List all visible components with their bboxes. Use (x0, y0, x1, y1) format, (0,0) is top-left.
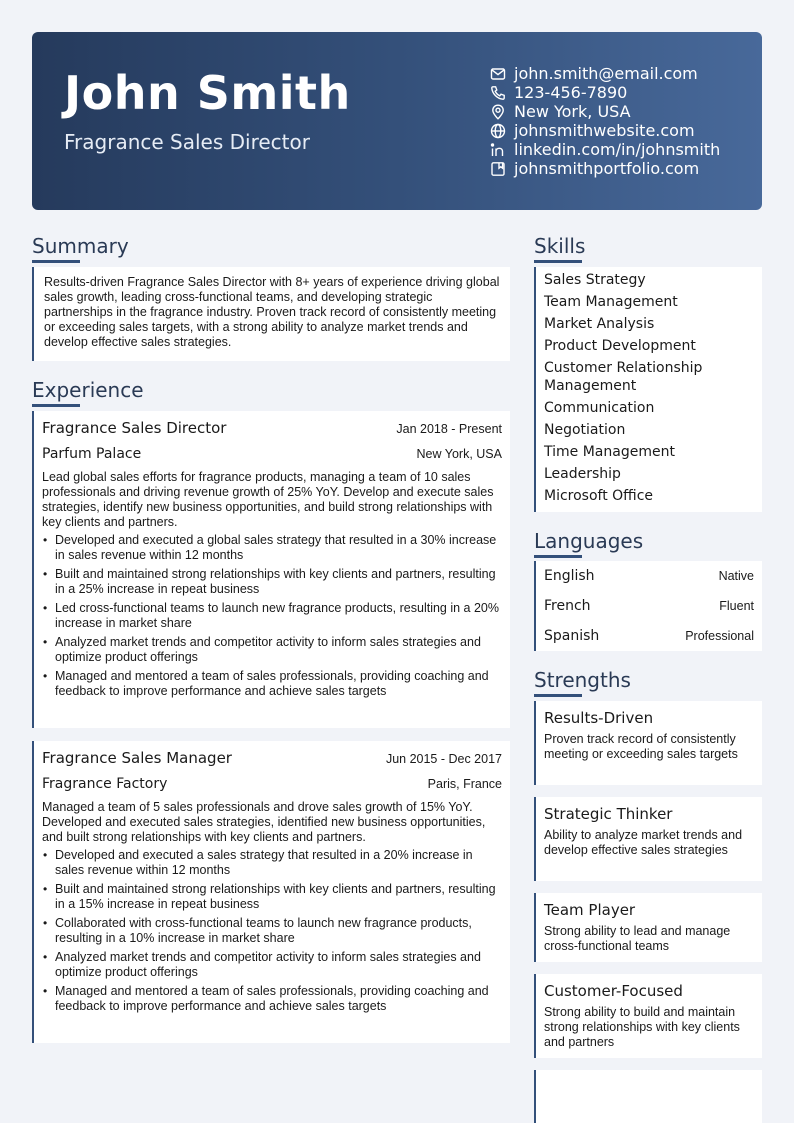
language-row (534, 591, 762, 621)
summary-card (32, 267, 510, 361)
job-bullet: • Collaborated with cross-functional teams to launch new fragrance products, resulting in a 10% increase in market share (42, 916, 502, 946)
skill-item: Product Development (544, 338, 696, 354)
contact-website[interactable] (490, 121, 720, 140)
experience-item (32, 411, 510, 728)
summary-text: Results-driven Fragrance Sales Director with 8+ years of experience driving global sales growth, leading cross-functional teams, and developing strategic partnerships in the fragrance industry. Proven track record of consistently meeting or exceeding sales targets, with a strong ability to analyze market trends and develop effective sales strategies. (44, 275, 500, 349)
skill-item: Time Management (544, 444, 675, 460)
strength-title: Strategic Thinker (544, 805, 673, 823)
strengths-heading: Strengths (534, 668, 631, 692)
experience-item (32, 741, 510, 1043)
language-level: Native (718, 569, 754, 583)
language-name: English (544, 568, 595, 584)
job-bullet: • Built and maintained strong relationships with key clients and partners, resulting in a 25% increase in repeat business (42, 567, 502, 597)
linkedin-icon (490, 142, 506, 158)
website-link[interactable]: johnsmithwebsite.com (514, 121, 695, 140)
email-link[interactable]: john.smith@email.com (514, 64, 698, 83)
job-location: Paris, France (427, 777, 502, 791)
skill-item: Customer Relationship Management (544, 360, 703, 394)
job-bullet-list (42, 533, 502, 699)
job-bullet: • Managed and mentored a team of sales professionals, providing coaching and feedback to improve performance and achieve sales targets (42, 669, 502, 699)
contact-list (490, 64, 720, 178)
language-name: French (544, 598, 591, 614)
resume-header (32, 32, 762, 210)
globe-icon (490, 123, 506, 139)
job-description: Lead global sales efforts for fragrance products, managing a team of 10 sales professionals and driving revenue growth of 25% YoY. Develop and execute sales strategies, identify new business opportunities, and build strong relationships with key clients and partners. (42, 470, 494, 529)
skills-card (534, 267, 762, 512)
candidate-name: John Smith (64, 66, 351, 120)
strength-card (534, 974, 762, 1058)
skill-item: Leadership (544, 466, 621, 482)
job-bullet: • Developed and executed a global sales strategy that resulted in a 30% increase in sales revenue within 12 months (42, 533, 502, 563)
contact-portfolio[interactable] (490, 159, 720, 178)
job-bullet: • Developed and executed a sales strategy that resulted in a 20% increase in sales revenue within 12 months (42, 848, 502, 878)
summary-heading: Summary (32, 234, 129, 258)
job-bullet: • Analyzed market trends and competitor activity to inform sales strategies and optimize product offerings (42, 635, 502, 665)
candidate-title: Fragrance Sales Director (64, 130, 310, 154)
job-company: Fragrance Factory (42, 776, 168, 792)
skill-item: Sales Strategy (544, 272, 646, 288)
phone-link[interactable]: 123-456-7890 (514, 83, 628, 102)
portfolio-link[interactable]: johnsmithportfolio.com (514, 159, 700, 178)
strength-title: Customer-Focused (544, 982, 683, 1000)
job-dates: Jan 2018 - Present (396, 422, 502, 436)
job-description: Managed a team of 5 sales professionals and drove sales growth of 15% YoY. Developed and executed sales strategies, identified new business opportunities, and built strong relationships with key clients and partners. (42, 800, 486, 844)
job-title: Fragrance Sales Manager (42, 749, 232, 767)
languages-heading: Languages (534, 529, 644, 553)
strength-card (534, 701, 762, 785)
strength-description: Ability to analyze market trends and develop effective sales strategies (544, 828, 743, 857)
linkedin-link[interactable]: linkedin.com/in/johnsmith (514, 140, 721, 159)
strength-title: Results-Driven (544, 709, 654, 727)
contact-linkedin[interactable] (490, 140, 720, 159)
location-text: New York, USA (514, 102, 631, 121)
strength-description: Strong ability to lead and manage cross-functional teams (544, 924, 731, 953)
job-bullet: • Led cross-functional teams to launch new fragrance products, resulting in a 20% increase in market share (42, 601, 502, 631)
language-level: Fluent (719, 599, 754, 613)
strength-description: Proven track record of consistently meeting or exceeding sales targets (544, 732, 738, 761)
job-bullet: • Managed and mentored a team of sales professionals, providing coaching and feedback to improve performance and achieve sales targets (42, 984, 502, 1014)
portfolio-icon (490, 161, 506, 177)
strength-description: Strong ability to build and maintain strong relationships with key clients and partners (544, 1005, 740, 1049)
strength-card (534, 893, 762, 962)
contact-email[interactable] (490, 64, 720, 83)
strength-card (534, 797, 762, 881)
contact-location (490, 102, 720, 121)
job-bullet: • Built and maintained strong relationships with key clients and partners, resulting in a 15% increase in repeat business (42, 882, 502, 912)
skills-heading: Skills (534, 234, 586, 258)
job-bullet-list (42, 848, 502, 1014)
skill-item: Microsoft Office (544, 488, 654, 504)
job-bullet: • Analyzed market trends and competitor activity to inform sales strategies and optimize product offerings (42, 950, 502, 980)
skill-item: Negotiation (544, 422, 626, 438)
location-icon (490, 104, 506, 120)
skill-item: Communication (544, 400, 655, 416)
contact-phone[interactable] (490, 83, 720, 102)
language-name: Spanish (544, 628, 600, 644)
skill-item: Market Analysis (544, 316, 655, 332)
job-location: New York, USA (416, 447, 502, 461)
strength-card-empty (534, 1070, 762, 1123)
skill-item: Team Management (544, 294, 678, 310)
language-row (534, 561, 762, 591)
job-company: Parfum Palace (42, 446, 142, 462)
job-dates: Jun 2015 - Dec 2017 (385, 752, 502, 766)
job-title: Fragrance Sales Director (42, 419, 227, 437)
language-row (534, 621, 762, 651)
language-level: Professional (685, 629, 754, 643)
strength-title: Team Player (544, 901, 636, 919)
experience-heading: Experience (32, 378, 144, 402)
phone-icon (490, 85, 506, 101)
email-icon (490, 66, 506, 82)
